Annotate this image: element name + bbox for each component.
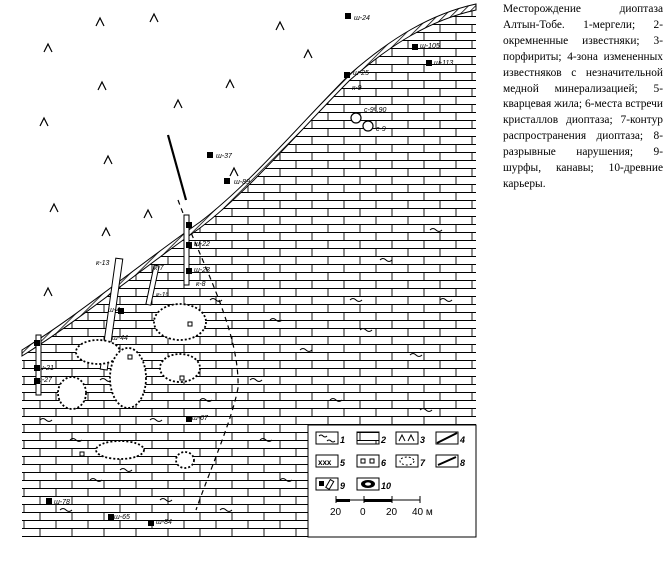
- label-c9b: с-9⁶,90: [364, 107, 387, 114]
- label-sh22: ш-22: [194, 241, 210, 248]
- label-sh25: ш-25: [353, 70, 369, 77]
- scale-tick-1: 20: [330, 507, 342, 518]
- legend-num-6: 6: [381, 458, 387, 468]
- scale-tick-2: 0: [360, 507, 366, 518]
- label-sh24: ш-24: [354, 15, 370, 22]
- legend-num-4: 4: [460, 435, 466, 445]
- quartz-vein-symbol: [316, 455, 338, 467]
- pit-trench-symbol: [316, 478, 338, 490]
- label-sh27: ш-27: [36, 377, 52, 384]
- altered-limestone-zone-symbol: [436, 432, 458, 444]
- fault-symbol: [436, 455, 458, 467]
- label-k9: к-9: [352, 85, 362, 92]
- dioptase-contour-symbol: [396, 455, 418, 467]
- legend-num-9: 9: [340, 481, 346, 491]
- label-sh113: ш-113: [434, 60, 454, 67]
- label-k8: к-8: [196, 281, 206, 288]
- legend: [308, 425, 476, 537]
- scale-tick-4: 40 м: [412, 507, 433, 518]
- label-sh23: ш-23: [194, 267, 210, 274]
- label-c9: с-9: [376, 126, 386, 133]
- legend-num-5: 5: [340, 458, 346, 468]
- legend-num-3: 3: [420, 435, 426, 445]
- label-sh65: ш-65: [114, 514, 130, 521]
- label-k13: к-13: [96, 260, 110, 267]
- label-sh89: ш-89: [234, 179, 250, 186]
- label-sh4: ш-4: [108, 307, 121, 314]
- label-sh84: ш-84: [156, 519, 172, 526]
- map-caption: Месторождение диоптаза Алтын-Тобе. 1-мергели; 2-окремненные известняки; 3-порфириты; 4-зона измененных известняков с незначительной медной минерализацией; 5-кварцевая жила; 6-места встречи кристаллов диоптаза; 7-контур распространения диоптаза; 8-разрывные нарушения; 9-шурфы, канавы; 10-древние карьеры.: [503, 3, 663, 190]
- label-sh105: ш-105: [420, 43, 440, 50]
- label-k18: к-1⁸: [156, 292, 169, 299]
- dioptase-crystal-site-symbol: [357, 455, 379, 467]
- silicified-limestone-symbol: [357, 432, 379, 444]
- label-sh78: ш-78: [54, 499, 70, 506]
- legend-num-2: 2: [381, 435, 387, 445]
- svg-text:xxx: xxx: [318, 458, 332, 467]
- label-sh37: ш-37: [216, 153, 232, 160]
- legend-num-8: 8: [460, 458, 466, 468]
- legend-num-10: 10: [381, 481, 392, 491]
- label-sh44: ш-44: [112, 335, 128, 342]
- label-sh67: ш-67: [192, 415, 208, 422]
- scale-tick-3: 20: [386, 507, 398, 518]
- legend-num-1: 1: [340, 435, 346, 445]
- porphyrite-symbol: [396, 432, 418, 444]
- label-sh21: ш-21: [38, 365, 54, 372]
- legend-num-7: 7: [420, 458, 426, 468]
- ancient-quarry-symbol: [357, 478, 379, 490]
- label-k7: к-7: [154, 265, 164, 272]
- marl-symbol: [316, 432, 338, 444]
